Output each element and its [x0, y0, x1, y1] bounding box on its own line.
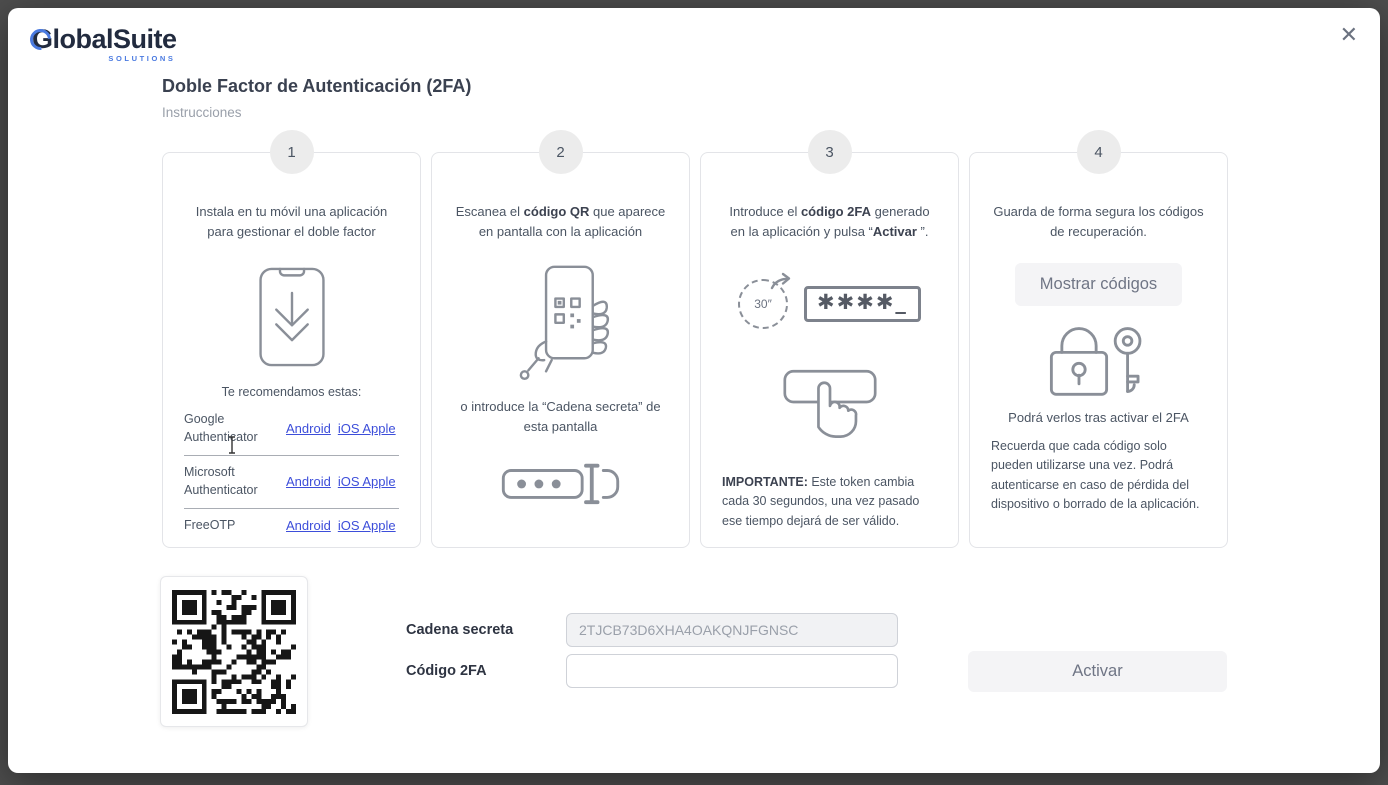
freeotp-ios-link[interactable]: iOS Apple: [337, 518, 396, 534]
app-row-microsoft: [184, 456, 399, 509]
app-name: FreeOTP: [184, 518, 236, 532]
press-button-icon: [780, 361, 880, 443]
activate-button[interactable]: Activar: [968, 651, 1227, 692]
app-row-google: [184, 403, 399, 456]
step-number-badge: 2: [539, 130, 583, 174]
secret-key-input[interactable]: [566, 613, 898, 647]
token-illustration: [738, 279, 921, 329]
authenticator-app-list: [184, 403, 399, 544]
code-mask-icon: ✱✱✱✱_: [804, 286, 921, 322]
logo-wordmark: GlobalSuite: [32, 24, 177, 54]
qr-code: [172, 590, 296, 714]
lock-and-key-icon: [1043, 320, 1155, 400]
step1-instruction: Instala en tu móvil una aplicación para gestionar el doble factor: [195, 204, 388, 239]
step4-instruction: Guarda de forma segura los códigos de recuperación.: [993, 204, 1204, 239]
globalsuite-logo: [32, 26, 177, 63]
recommend-label: Te recomendamos estas:: [221, 385, 362, 399]
secret-key-label: Cadena secreta: [406, 622, 514, 638]
freeotp-android-link[interactable]: Android: [286, 518, 331, 534]
microsoft-android-link[interactable]: Android: [286, 474, 331, 489]
2fa-dialog: [8, 8, 1380, 773]
hand-scanning-qr-icon: [505, 259, 617, 381]
app-name: Google Authenticator: [184, 412, 258, 444]
after-activation-label: Podrá verlos tras activar el 2FA: [1008, 410, 1189, 425]
step2-instruction: Escanea el código QR que aparece en pantalla con la aplicación: [455, 204, 666, 239]
step2-alt-instruction: o introduce la “Cadena secreta” de esta pantalla: [460, 399, 661, 434]
timer-30s-icon: 30″: [738, 279, 788, 329]
step-card-2: [431, 143, 690, 548]
google-android-link[interactable]: Android: [286, 421, 331, 436]
app-row-freeotp: [184, 509, 399, 544]
text-cursor: [227, 436, 237, 454]
step-number-badge: 4: [1077, 130, 1121, 174]
page-subtitle: Instrucciones: [162, 105, 242, 120]
step-card-1: [162, 143, 421, 548]
secret-field-icon: [498, 458, 624, 508]
logo-tagline: SOLUTIONS: [108, 54, 176, 63]
app-name: Microsoft Authenticator: [184, 465, 258, 497]
qr-code-card: [160, 576, 308, 727]
important-note: IMPORTANTE: Este token cambia cada 30 segundos, una vez pasado ese tiempo dejará de ser válido.: [722, 475, 920, 528]
steps-row: [162, 143, 1228, 548]
recovery-note: Recuerda que cada código solo pueden utilizarse una vez. Podrá autenticarse en caso de pérdida del dispositivo o borrado de la aplicación.: [991, 439, 1200, 512]
microsoft-ios-link[interactable]: iOS Apple: [337, 474, 396, 489]
step3-instruction: Introduce el código 2FA generado en la aplicación y pulsa “Activar ”.: [729, 204, 930, 239]
step-card-3: [700, 143, 959, 548]
google-ios-link[interactable]: iOS Apple: [337, 421, 396, 436]
show-codes-button[interactable]: Mostrar códigos: [1015, 263, 1182, 306]
page-title: Doble Factor de Autenticación (2FA): [162, 76, 472, 96]
phone-download-icon: [255, 265, 329, 369]
step-card-4: [969, 143, 1228, 548]
close-icon[interactable]: ✕: [1339, 22, 1358, 47]
2fa-code-label: Código 2FA: [406, 663, 487, 679]
step-number-badge: 3: [808, 130, 852, 174]
2fa-code-input[interactable]: [566, 654, 898, 688]
step-number-badge: 1: [270, 130, 314, 174]
